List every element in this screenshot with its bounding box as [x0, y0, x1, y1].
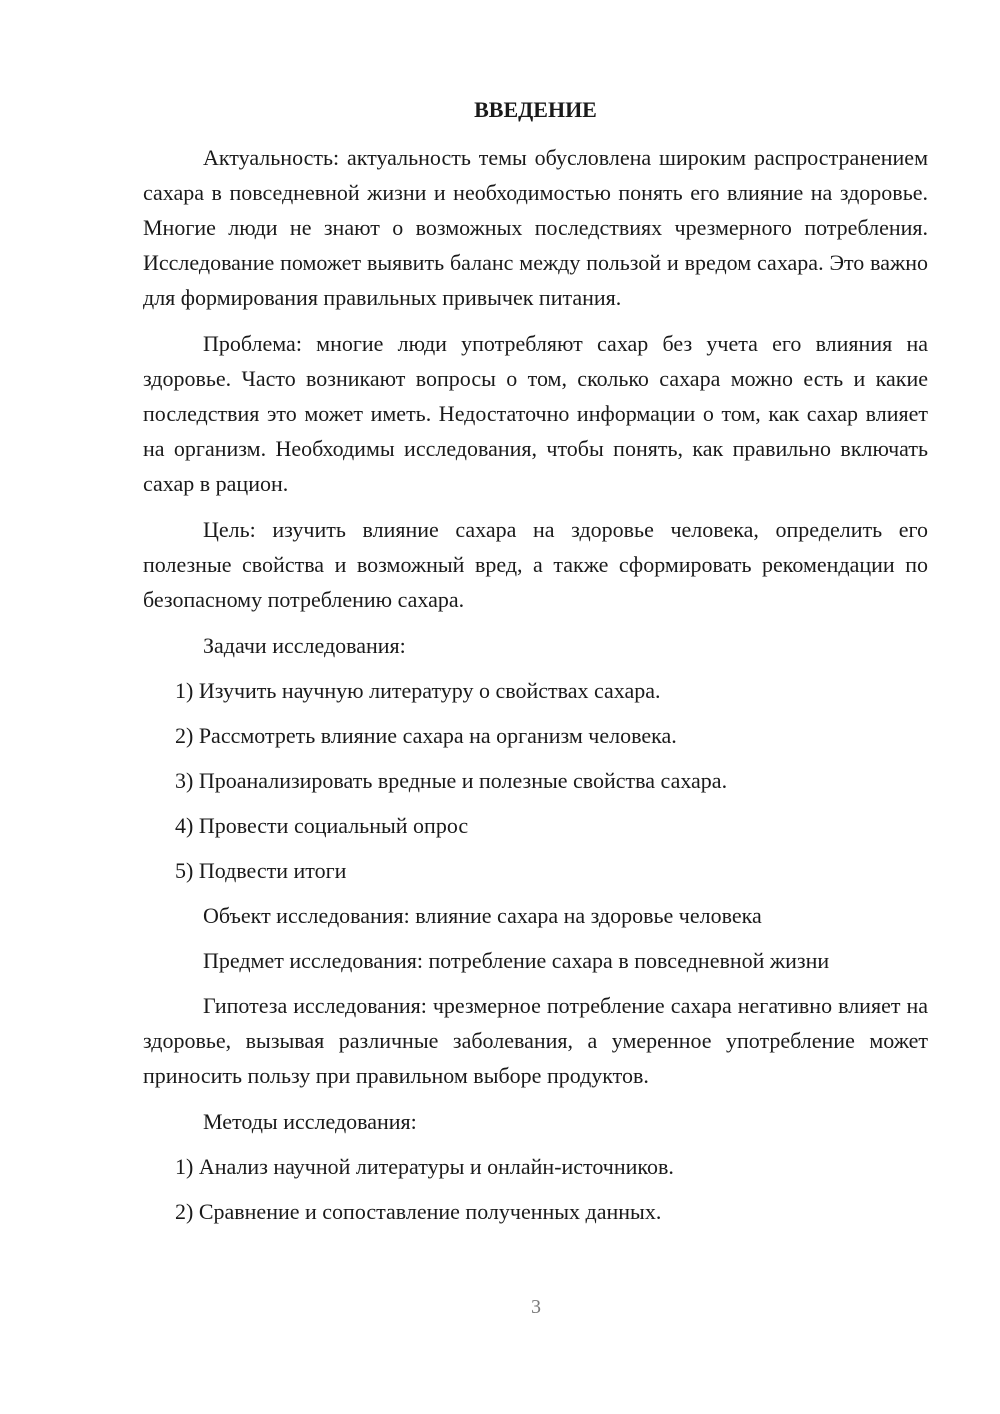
task-item: 1) Изучить научную литературу о свойствах сахара.	[175, 678, 661, 703]
task-item: 3) Проанализировать вредные и полезные свойства сахара.	[175, 768, 728, 793]
problem-paragraph: Проблема: многие люди употребляют сахар без учета его влияния на здоровье. Часто возникают вопросы о том, сколько сахара можно есть и какие последствия это может иметь. Недостаточно информации о том, как сахар влияет на организм. Необходимы исследования, чтобы понять, как правильно включать сахар в рацион.	[143, 331, 928, 496]
relevance-paragraph: Актуальность: актуальность темы обусловлена широким распространением сахара в повседневной жизни и необходимостью понять его влияние на здоровье. Многие люди не знают о возможных последствиях чрезмерного потребления. Исследование поможет выявить баланс между пользой и вредом сахара. Это важно для формирования правильных привычек питания.	[143, 145, 928, 310]
research-object: Объект исследования: влияние сахара на здоровье человека	[203, 903, 762, 928]
research-subject: Предмет исследования: потребление сахара в повседневной жизни	[203, 948, 830, 973]
page-number: 3	[531, 1296, 541, 1318]
hypothesis-paragraph: Гипотеза исследования: чрезмерное потребление сахара негативно влияет на здоровье, вызывая различные заболевания, а умеренное употребление может приносить пользу при правильном выборе продуктов.	[143, 993, 928, 1088]
task-item: 2) Рассмотреть влияние сахара на организм человека.	[175, 723, 677, 748]
document-body	[143, 94, 928, 1239]
task-item: 5) Подвести итоги	[175, 858, 347, 883]
goal-paragraph: Цель: изучить влияние сахара на здоровье человека, определить его полезные свойства и возможный вред, а также сформировать рекомендации по безопасному потреблению сахара.	[143, 517, 928, 612]
method-item: 1) Анализ научной литературы и онлайн-источников.	[175, 1154, 674, 1179]
section-heading: ВВЕДЕНИЕ	[474, 97, 597, 122]
tasks-title: Задачи исследования:	[203, 633, 406, 658]
method-item: 2) Сравнение и сопоставление полученных данных.	[175, 1199, 662, 1224]
methods-title: Методы исследования:	[203, 1109, 417, 1134]
task-item: 4) Провести социальный опрос	[175, 813, 469, 838]
